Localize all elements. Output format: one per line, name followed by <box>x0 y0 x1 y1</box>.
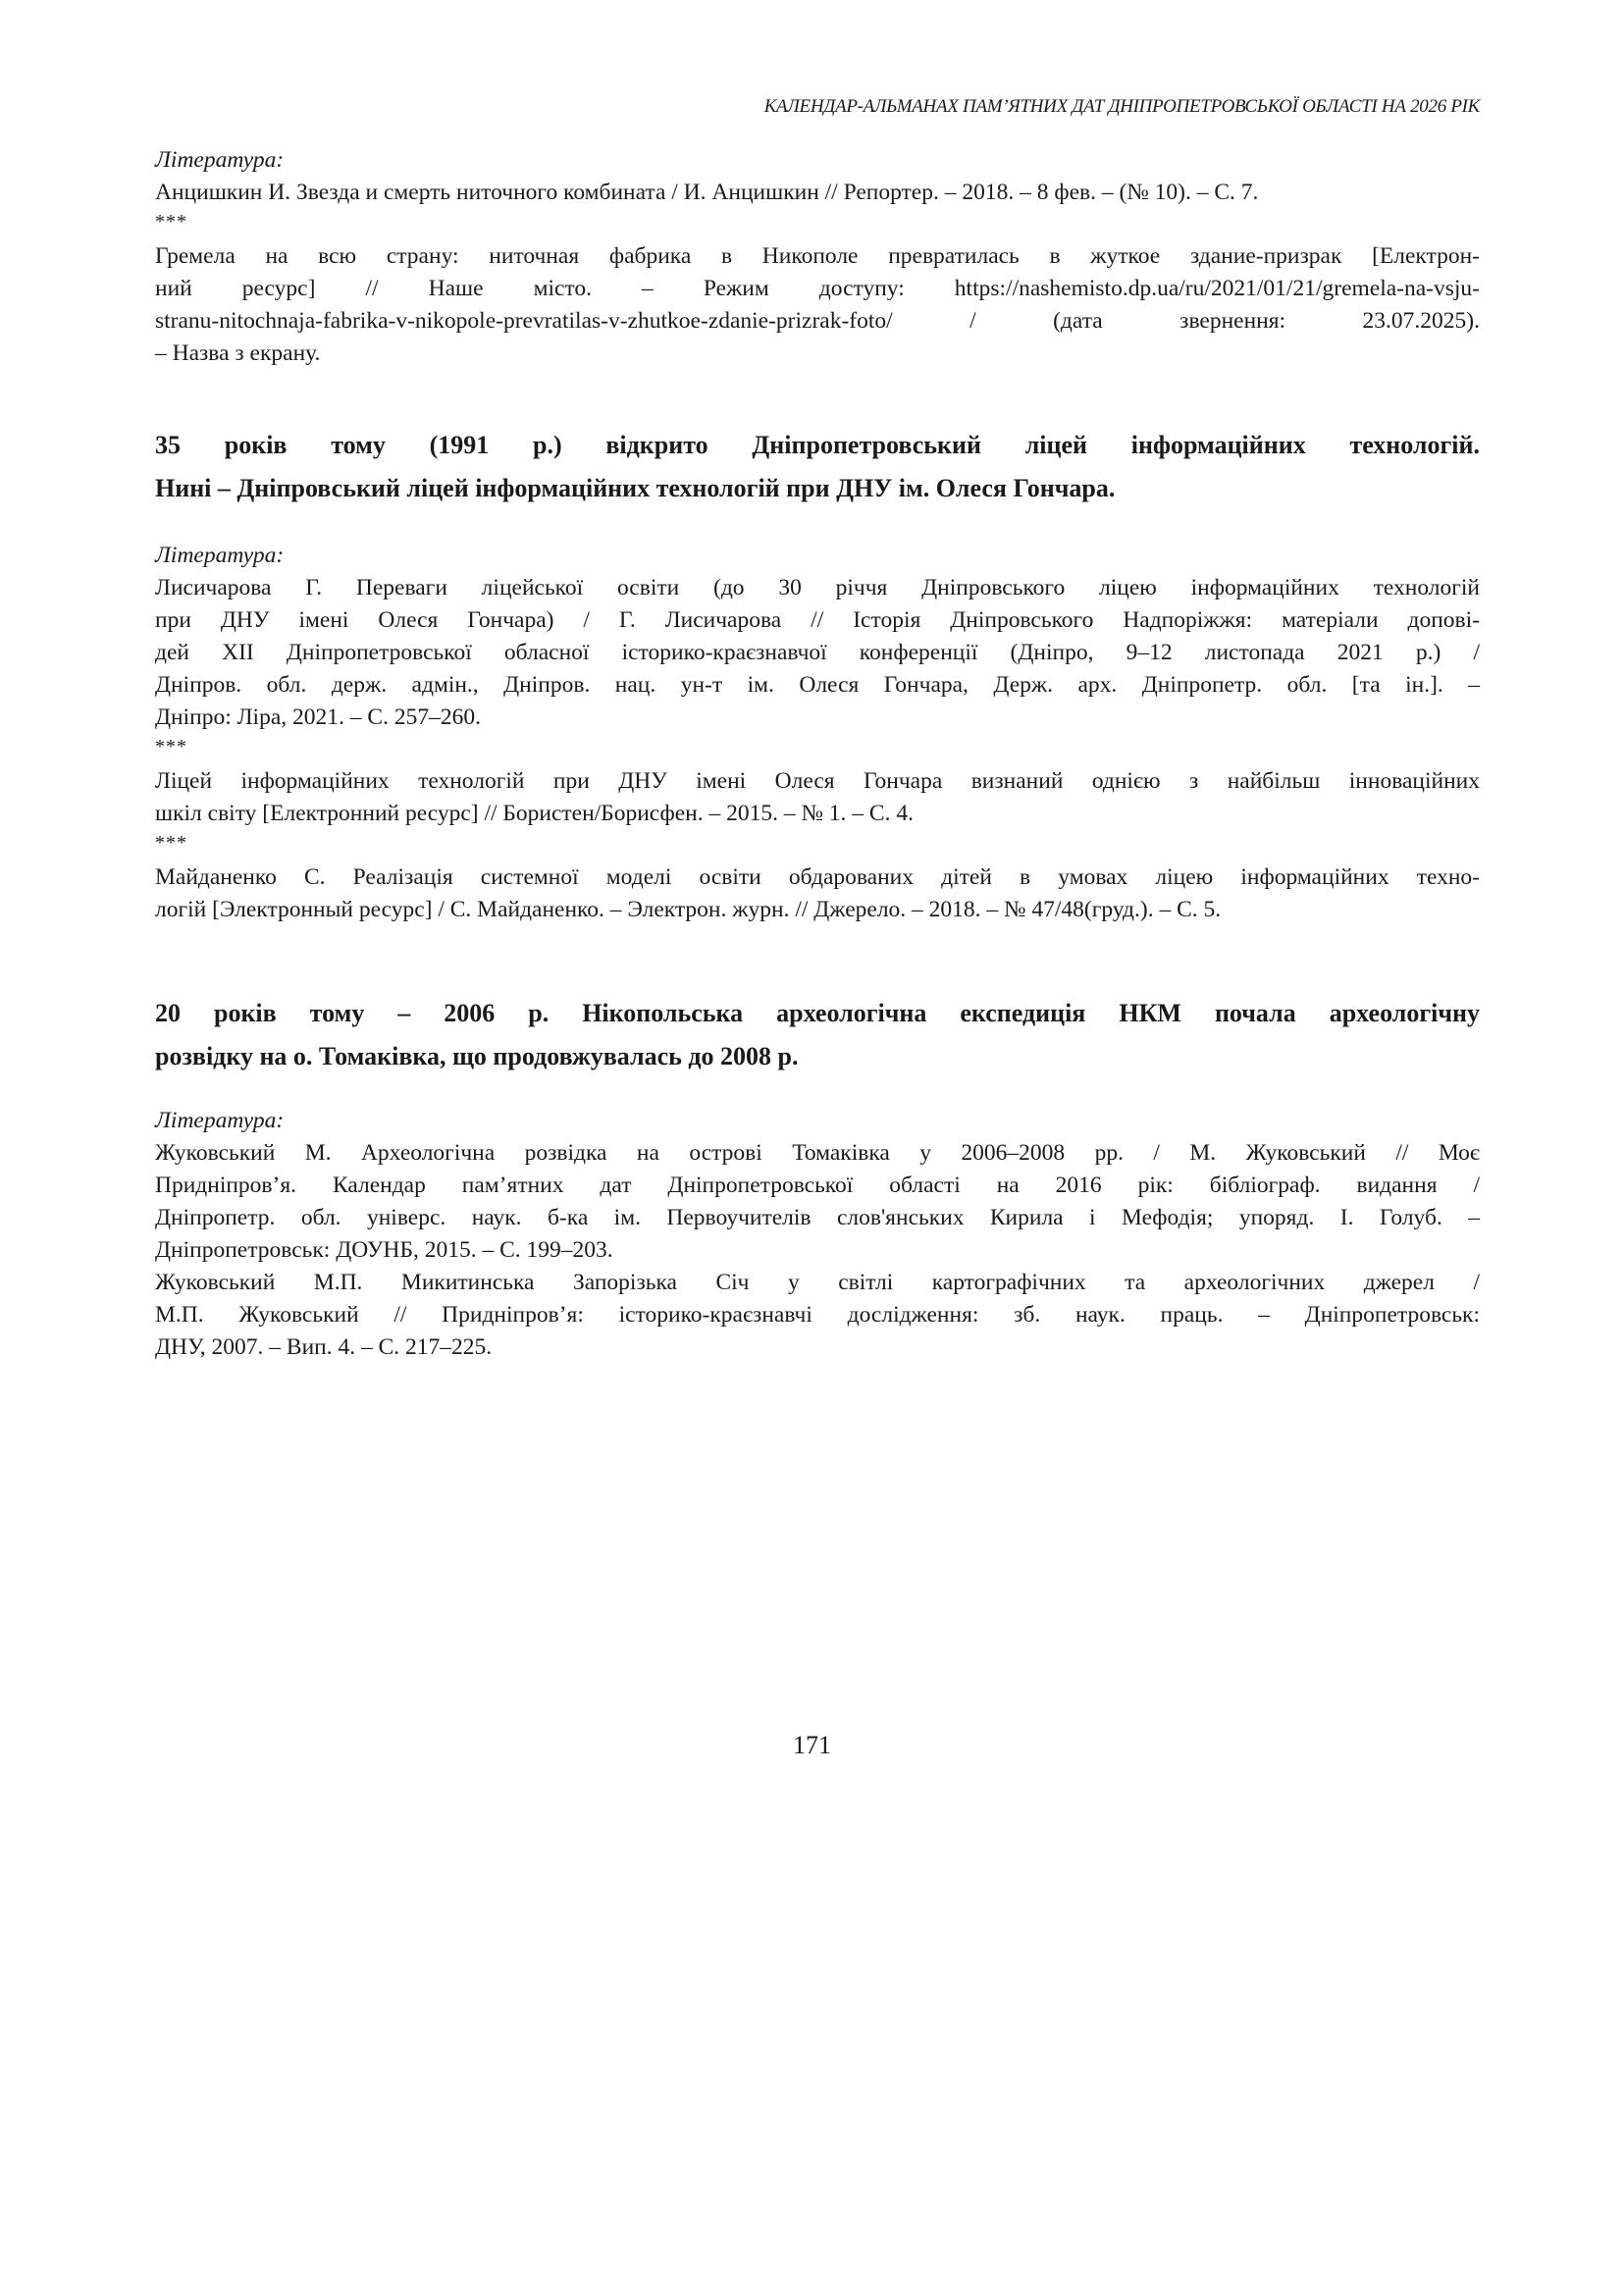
reference-entry <box>155 240 1480 370</box>
reference-line: – Назва з екрану. <box>155 340 321 366</box>
reference-line: Дніпропетр. обл. універс. наук. б-ка ім. Первоучителів слов'янських Кирила і Мефодія; упоряд. І. Голуб. – <box>155 1205 1480 1230</box>
literature-label: Література: <box>155 543 285 568</box>
running-header: КАЛЕНДАР-АЛЬМАНАХ ПАМ’ЯТНИХ ДАТ ДНІПРОПЕТРОВСЬКОЇ ОБЛАСТІ НА 2026 РІК <box>763 96 1480 117</box>
reference-entry <box>155 1137 1480 1267</box>
reference-line: Анцишкин И. Звезда и смерть ниточного комбината / И. Анцишкин // Репортер. – 2018. – 8 фев. – (№ 10). – С. 7. <box>155 180 1259 205</box>
section-heading-line: 35 років тому (1991 р.) відкрито Дніпропетровський ліцей інформаційних технологій. <box>155 431 1480 459</box>
reference-entry <box>155 177 1480 209</box>
section-heading-line: розвідку на о. Томаківка, що продовжувалась до 2008 р. <box>155 1042 799 1070</box>
reference-line: Жуковський М.П. Микитинська Запорізька Січ у світлі картографічних та археологічних джерел / <box>155 1270 1480 1295</box>
reference-line: при ДНУ імені Олеся Гончара) / Г. Лисичарова // Історія Дніпровського Надпоріжжя: матеріали допові- <box>155 607 1480 633</box>
reference-line: шкіл світу [Електронний ресурс] // Бористен/Борисфен. – 2015. – № 1. – С. 4. <box>155 801 914 826</box>
reference-line: Ліцей інформаційних технологій при ДНУ імені Олеся Гончара визнаний однією з найбільш інноваційних <box>155 768 1480 794</box>
separator: *** <box>155 211 187 233</box>
reference-line: Дніпропетровськ: ДОУНБ, 2015. – С. 199–203. <box>155 1237 613 1263</box>
section-heading-line: 20 років тому – 2006 р. Нікопольська археологічна експедиція НКМ почала археологічну <box>155 999 1480 1027</box>
page-number: 171 <box>793 1731 831 1759</box>
reference-line: stranu-nitochnaja-fabrika-v-nikopole-prevratilas-v-zhutkoe-zdanie-prizrak-foto/ / (дата звернення: 23.07.2025). <box>155 308 1480 334</box>
reference-line: дей XII Дніпропетровської обласної історико-краєзнавчої конференції (Дніпро, 9–12 листопада 2021 р.) / <box>155 640 1480 665</box>
separator: *** <box>155 832 187 854</box>
literature-label: Література: <box>155 147 285 173</box>
reference-line: логій [Электронный ресурс] / С. Майданенко. – Электрон. журн. // Джерело. – 2018. – № 47/48(груд.). – С. 5. <box>155 897 1222 922</box>
reference-entry <box>155 765 1480 830</box>
reference-line: ДНУ, 2007. – Вип. 4. – С. 217–225. <box>155 1334 493 1360</box>
reference-line: Дніпров. обл. держ. адмін., Дніпров. нац. ун-т ім. Олеся Гончара, Держ. арх. Дніпропетр. обл. [та ін.]. – <box>155 672 1480 698</box>
reference-line: Гремела на всю страну: ниточная фабрика в Никополе превратилась в жуткое здание-призрак [Електрон- <box>155 243 1480 269</box>
reference-line: Придніпров’я. Календар пам’ятних дат Дніпропетровської області на 2016 рік: бібліограф. видання / <box>155 1173 1480 1198</box>
section-lyceum-it <box>155 424 1480 926</box>
section-heading-line: Нині – Дніпровський ліцей інформаційних технологій при ДНУ ім. Олеся Гончара. <box>155 474 1116 502</box>
reference-line: Лисичарова Г. Переваги ліцейської освіти (до 30 річчя Дніпровського ліцею інформаційних технологій <box>155 575 1480 600</box>
separator: *** <box>155 736 187 757</box>
reference-entry <box>155 572 1480 734</box>
reference-entry <box>155 861 1480 926</box>
reference-line: Майданенко С. Реалізація системної моделі освіти обдарованих дітей в умовах ліцею інформаційних техно- <box>155 864 1480 890</box>
reference-line: М.П. Жуковський // Придніпров’я: історико-краєзнавчі дослідження: зб. наук. праць. – Дніпропетровськ: <box>155 1302 1480 1328</box>
reference-entry <box>155 1267 1480 1364</box>
section-tomakivka-expedition <box>155 992 1480 1364</box>
reference-line: Жуковський М. Археологічна розвідка на острові Томаківка у 2006–2008 рр. / М. Жуковський // Моє <box>155 1140 1480 1166</box>
reference-line: Дніпро: Ліра, 2021. – С. 257–260. <box>155 704 481 730</box>
reference-line: ний ресурс] // Наше місто. – Режим доступу: https://nashemisto.dp.ua/ru/2021/01/21/gremela-na-vsju- <box>155 276 1480 301</box>
section-nikopol-factory <box>155 143 1480 370</box>
literature-label: Література: <box>155 1108 285 1133</box>
